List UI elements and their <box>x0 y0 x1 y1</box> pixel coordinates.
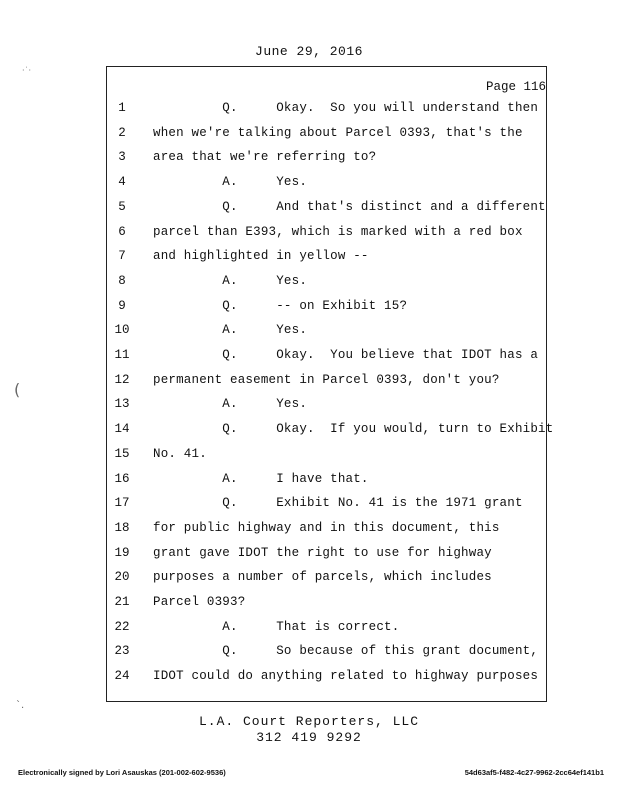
line-number: 24 <box>114 669 130 684</box>
transcript-line <box>0 323 618 345</box>
transcript-line <box>0 200 618 222</box>
line-text: area that we're referring to? <box>153 150 377 165</box>
line-number: 22 <box>114 619 130 634</box>
transcript-line <box>0 546 618 568</box>
line-text: purposes a number of parcels, which includes <box>153 570 492 585</box>
line-number: 1 <box>118 101 126 115</box>
line-text: A. I have that. <box>153 471 369 486</box>
transcript-line <box>0 620 618 642</box>
transcript-line <box>0 274 618 296</box>
court-reporter-name: L.A. Court Reporters, LLC <box>198 714 420 729</box>
transcript-line <box>0 447 618 469</box>
line-number: 15 <box>114 446 130 461</box>
transcript-line <box>0 669 618 691</box>
line-text: A. That is correct. <box>153 619 400 634</box>
transcript-line <box>0 249 618 271</box>
line-text: A. Yes. <box>153 273 308 288</box>
line-text: permanent easement in Parcel 0393, don't you? <box>153 372 500 387</box>
line-text: Q. And that's distinct and a different <box>153 199 546 214</box>
line-number: 16 <box>114 471 130 486</box>
line-text: Q. Okay. If you would, turn to Exhibit <box>153 422 554 437</box>
scan-artifact: ˋ. <box>16 700 25 711</box>
transcript-line <box>0 101 618 123</box>
line-number: 13 <box>114 397 130 412</box>
transcript-line <box>0 496 618 518</box>
line-number: 17 <box>114 496 130 511</box>
scan-artifact: ( <box>14 380 21 399</box>
line-text: Parcel 0393? <box>153 595 246 609</box>
transcript-line <box>0 175 618 197</box>
line-number: 10 <box>114 323 130 338</box>
electronic-signature: Electronically signed by Lori Asauskas (201-002-602-9536) <box>18 768 226 777</box>
line-text: grant gave IDOT the right to use for highway <box>153 545 492 560</box>
transcript-line <box>0 570 618 592</box>
line-number: 12 <box>114 372 130 387</box>
line-number: 5 <box>118 199 126 214</box>
line-text: Q. Okay. You believe that IDOT has a <box>153 348 539 362</box>
line-text: Q. So because of this grant document, <box>153 644 539 659</box>
transcript-line <box>0 644 618 666</box>
line-number: 7 <box>118 249 126 264</box>
line-number: 19 <box>114 545 130 560</box>
transcript-line <box>0 150 618 172</box>
transcript-line <box>0 373 618 395</box>
transcript-line <box>0 472 618 494</box>
transcript-line <box>0 225 618 247</box>
line-number: 2 <box>118 125 126 140</box>
line-number: 11 <box>114 348 130 362</box>
transcript-line <box>0 422 618 444</box>
line-number: 4 <box>118 175 126 190</box>
line-number: 23 <box>114 644 130 659</box>
line-text: No. 41. <box>153 446 207 461</box>
transcript-line <box>0 397 618 419</box>
line-number: 18 <box>114 520 130 535</box>
transcript-date: June 29, 2016 <box>255 44 363 59</box>
line-text: and highlighted in yellow -- <box>153 249 369 264</box>
line-number: 9 <box>118 298 126 313</box>
line-text: IDOT could do anything related to highway purposes <box>153 669 539 684</box>
line-number: 8 <box>118 273 126 288</box>
line-number: 6 <box>118 224 126 239</box>
line-number: 20 <box>114 570 130 585</box>
transcript-line <box>0 348 618 370</box>
court-reporter-phone: 312 419 9292 <box>256 730 362 745</box>
transcript-line <box>0 299 618 321</box>
page-number: Page 116 <box>485 80 546 94</box>
line-text: Q. Okay. So you will understand then <box>153 101 539 115</box>
line-text: Q. Exhibit No. 41 is the 1971 grant <box>153 496 523 511</box>
line-text: Q. -- on Exhibit 15? <box>153 298 408 313</box>
transcript-line <box>0 126 618 148</box>
line-text: for public highway and in this document, this <box>153 520 500 535</box>
line-text: A. Yes. <box>153 175 308 190</box>
transcript-line <box>0 521 618 543</box>
document-id: 54d63af5-f482-4c27-9962-2cc64ef141b1 <box>464 768 604 777</box>
line-text: A. Yes. <box>153 323 308 338</box>
line-text: A. Yes. <box>153 397 308 412</box>
line-number: 21 <box>114 595 130 609</box>
scan-artifact: ·˙· <box>22 66 32 75</box>
line-text: parcel than E393, which is marked with a red box <box>153 224 523 239</box>
transcript-line <box>0 595 618 617</box>
line-number: 14 <box>114 422 130 437</box>
line-text: when we're talking about Parcel 0393, that's the <box>153 125 523 140</box>
line-number: 3 <box>118 150 126 165</box>
